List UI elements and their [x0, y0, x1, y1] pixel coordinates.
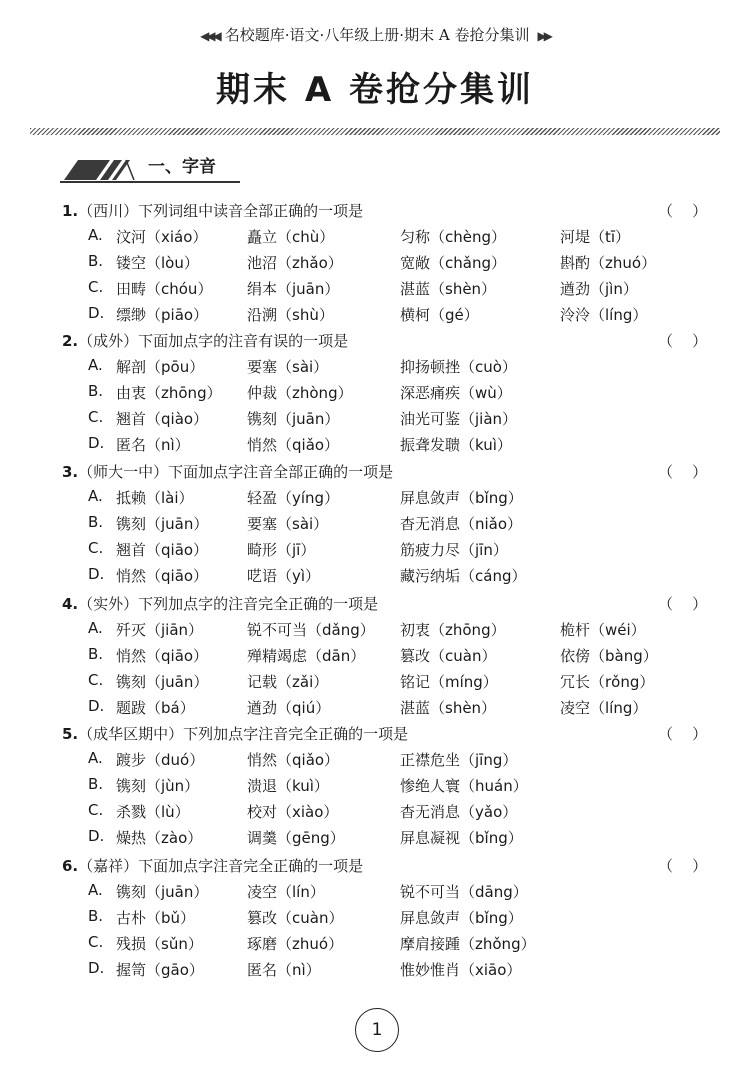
- option-b[interactable]: [88, 252, 728, 278]
- option-item: 绢本（juān）: [247, 280, 340, 298]
- option-label: A.: [88, 881, 103, 899]
- option-item: 握笥（gāo）: [116, 961, 204, 979]
- question-3: [62, 461, 722, 487]
- option-c[interactable]: [88, 933, 728, 959]
- option-item: 筋疲力尽（jīn）: [400, 541, 508, 559]
- question-stem: （嘉祥）下面加点字注音完全正确的一项是: [78, 857, 364, 875]
- option-b[interactable]: [88, 513, 728, 539]
- option-item: 矗立（chù）: [247, 228, 335, 246]
- option-item: 依傍（bàng）: [560, 647, 658, 665]
- option-item: 歼灭（jiān）: [116, 621, 204, 639]
- answer-blank[interactable]: （ ）: [658, 857, 708, 875]
- option-d[interactable]: [88, 565, 728, 591]
- option-a[interactable]: [88, 749, 728, 775]
- option-b[interactable]: [88, 382, 728, 408]
- section-stripes-icon: [60, 154, 140, 180]
- option-item: 摩肩接踵（zhǒng）: [400, 935, 536, 953]
- option-item: 调羹（gēng）: [247, 829, 345, 847]
- option-item: 琢磨（zhuó）: [247, 935, 344, 953]
- option-label: A.: [88, 487, 103, 505]
- section-header: [60, 152, 720, 182]
- option-item: 抵赖（lài）: [116, 489, 194, 507]
- option-item: 轻盈（yíng）: [247, 489, 340, 507]
- option-item: 溃退（kuì）: [247, 777, 329, 795]
- option-item: 桅杆（wéi）: [560, 621, 646, 639]
- page-title: 期末 A 卷抢分集训: [216, 70, 534, 110]
- option-item: 锐不可当（dǎng）: [247, 621, 375, 639]
- option-item: 冗长（rǒng）: [560, 673, 655, 691]
- option-item: 河堤（tī）: [560, 228, 631, 246]
- option-item: 镂空（lòu）: [116, 254, 199, 272]
- option-item: 泠泠（líng）: [560, 306, 648, 324]
- option-item: 杀戮（lù）: [116, 803, 190, 821]
- option-item: 深恶痛疾（wù）: [400, 384, 512, 402]
- option-item: 燥热（zào）: [116, 829, 203, 847]
- page-number: 1: [355, 1008, 399, 1052]
- question-stem: （师大一中）下面加点字注音全部正确的一项是: [78, 463, 394, 481]
- option-b[interactable]: [88, 907, 728, 933]
- option-item: 藏污纳垢（cáng）: [400, 567, 527, 585]
- option-item: 篡改（cuàn）: [400, 647, 497, 665]
- series-text: 名校题库·语文·八年级上册·期末 A 卷抢分集训: [224, 26, 530, 44]
- series-header: [0, 24, 750, 52]
- option-item: 古朴（bǔ）: [116, 909, 196, 927]
- option-a[interactable]: [88, 226, 728, 252]
- option-item: 镌刻（juān）: [247, 410, 340, 428]
- answer-blank[interactable]: （ ）: [658, 332, 708, 350]
- option-a[interactable]: [88, 881, 728, 907]
- option-item: 镌刻（juān）: [116, 673, 209, 691]
- option-label: C.: [88, 801, 104, 819]
- option-item: 田畴（chóu）: [116, 280, 213, 298]
- question-text: [62, 593, 378, 614]
- option-label: D.: [88, 304, 105, 322]
- option-item: 油光可鉴（jiàn）: [400, 410, 518, 428]
- question-stem: （西川）下列词组中读音全部正确的一项是: [78, 202, 364, 220]
- option-label: D.: [88, 434, 105, 452]
- option-item: 殚精竭虑（dān）: [247, 647, 366, 665]
- option-label: A.: [88, 226, 103, 244]
- right-arrows-icon: ▶▶: [537, 29, 550, 43]
- question-1: [62, 200, 722, 226]
- option-item: 解剖（pōu）: [116, 358, 205, 376]
- option-item: 题跋（bá）: [116, 699, 195, 717]
- option-item: 抑扬顿挫（cuò）: [400, 358, 517, 376]
- option-item: 杳无消息（yǎo）: [400, 803, 518, 821]
- question-number: 3.: [62, 463, 79, 481]
- option-item: 悄然（qiāo）: [116, 647, 209, 665]
- option-c[interactable]: [88, 671, 728, 697]
- option-item: 匀称（chèng）: [400, 228, 507, 246]
- option-item: 锐不可当（dāng）: [400, 883, 528, 901]
- option-label: B.: [88, 775, 104, 793]
- option-item: 翘首（qiào）: [116, 410, 209, 428]
- option-item: 篡改（cuàn）: [247, 909, 344, 927]
- option-label: D.: [88, 697, 105, 715]
- option-item: 仲裁（zhòng）: [247, 384, 353, 402]
- option-label: A.: [88, 619, 103, 637]
- option-c[interactable]: [88, 801, 728, 827]
- option-c[interactable]: [88, 408, 728, 434]
- option-item: 振聋发聩（kuì）: [400, 436, 512, 454]
- option-item: 镌刻（juān）: [116, 515, 209, 533]
- option-b[interactable]: [88, 645, 728, 671]
- answer-blank[interactable]: （ ）: [658, 595, 708, 613]
- option-label: B.: [88, 907, 104, 925]
- option-label: A.: [88, 356, 103, 374]
- option-item: 池沼（zhǎo）: [247, 254, 343, 272]
- option-a[interactable]: [88, 356, 728, 382]
- option-label: B.: [88, 513, 104, 531]
- option-a[interactable]: [88, 487, 728, 513]
- option-label: D.: [88, 565, 105, 583]
- option-item: 畸形（jī）: [247, 541, 316, 559]
- option-b[interactable]: [88, 775, 728, 801]
- option-item: 踱步（duó）: [116, 751, 205, 769]
- option-label: C.: [88, 278, 104, 296]
- option-item: 汶河（xiáo）: [116, 228, 208, 246]
- question-6: [62, 855, 722, 881]
- question-number: 6.: [62, 857, 79, 875]
- option-label: C.: [88, 408, 104, 426]
- option-item: 惟妙惟肖（xiāo）: [400, 961, 522, 979]
- option-d[interactable]: [88, 697, 728, 723]
- answer-blank[interactable]: （ ）: [658, 463, 708, 481]
- option-item: 正襟危坐（jīng）: [400, 751, 518, 769]
- option-item: 要塞（sài）: [247, 358, 329, 376]
- question-number: 1.: [62, 202, 79, 220]
- section-title: 一、字音: [148, 157, 216, 177]
- option-item: 遒劲（jìn）: [560, 280, 638, 298]
- option-item: 斟酌（zhuó）: [560, 254, 657, 272]
- option-item: 悄然（qiǎo）: [247, 436, 340, 454]
- option-item: 由衷（zhōng）: [116, 384, 222, 402]
- question-4: [62, 593, 722, 619]
- option-item: 屏息敛声（bǐng）: [400, 909, 523, 927]
- option-a[interactable]: [88, 619, 728, 645]
- option-item: 镌刻（juān）: [116, 883, 209, 901]
- option-item: 沿溯（shù）: [247, 306, 334, 324]
- option-item: 悄然（qiǎo）: [247, 751, 340, 769]
- option-label: B.: [88, 382, 104, 400]
- option-item: 匿名（nì）: [247, 961, 321, 979]
- option-label: C.: [88, 539, 104, 557]
- answer-blank[interactable]: （ ）: [658, 725, 708, 743]
- option-label: B.: [88, 252, 104, 270]
- option-label: C.: [88, 933, 104, 951]
- question-number: 2.: [62, 332, 79, 350]
- question-stem: （成华区期中）下列加点字注音完全正确的一项是: [78, 725, 409, 743]
- option-item: 惨绝人寰（huán）: [400, 777, 528, 795]
- option-item: 宽敞（chǎng）: [400, 254, 506, 272]
- option-item: 铭记（míng）: [400, 673, 498, 691]
- option-c[interactable]: [88, 539, 728, 565]
- option-label: D.: [88, 959, 105, 977]
- question-text: [62, 461, 393, 482]
- question-text: [62, 723, 408, 744]
- option-item: 横柯（gé）: [400, 306, 479, 324]
- option-item: 残损（sǔn）: [116, 935, 203, 953]
- question-text: [62, 200, 363, 221]
- section-underline: [60, 181, 240, 183]
- question-number: 5.: [62, 725, 79, 743]
- question-5: [62, 723, 722, 749]
- option-item: 屏息敛声（bǐng）: [400, 489, 523, 507]
- option-label: A.: [88, 749, 103, 767]
- option-item: 记载（zǎi）: [247, 673, 329, 691]
- option-d[interactable]: [88, 304, 728, 330]
- option-d[interactable]: [88, 827, 728, 853]
- question-text: [62, 855, 363, 876]
- option-d[interactable]: [88, 959, 728, 985]
- option-item: 校对（xiào）: [247, 803, 339, 821]
- answer-blank[interactable]: （ ）: [658, 202, 708, 220]
- hatched-divider: [30, 128, 720, 135]
- question-2: [62, 330, 722, 356]
- option-item: 凌空（líng）: [560, 699, 648, 717]
- option-item: 缥缈（piāo）: [116, 306, 209, 324]
- option-label: C.: [88, 671, 104, 689]
- question-number: 4.: [62, 595, 79, 613]
- question-stem: （成外）下面加点字的注音有误的一项是: [78, 332, 349, 350]
- option-item: 要塞（sài）: [247, 515, 329, 533]
- option-item: 湛蓝（shèn）: [400, 699, 497, 717]
- option-item: 镌刻（jùn）: [116, 777, 200, 795]
- option-item: 湛蓝（shèn）: [400, 280, 497, 298]
- option-item: 呓语（yì）: [247, 567, 321, 585]
- option-item: 凌空（lín）: [247, 883, 325, 901]
- option-label: B.: [88, 645, 104, 663]
- option-label: D.: [88, 827, 105, 845]
- option-d[interactable]: [88, 434, 728, 460]
- option-c[interactable]: [88, 278, 728, 304]
- question-text: [62, 330, 348, 351]
- question-stem: （实外）下列加点字的注音完全正确的一项是: [78, 595, 379, 613]
- option-item: 遒劲（qiú）: [247, 699, 331, 717]
- option-item: 杳无消息（niǎo）: [400, 515, 523, 533]
- option-item: 初衷（zhōng）: [400, 621, 506, 639]
- option-item: 屏息凝视（bǐng）: [400, 829, 523, 847]
- option-item: 匿名（nì）: [116, 436, 190, 454]
- left-arrows-icon: ◀◀◀: [200, 29, 219, 43]
- option-item: 翘首（qiāo）: [116, 541, 209, 559]
- option-item: 悄然（qiāo）: [116, 567, 209, 585]
